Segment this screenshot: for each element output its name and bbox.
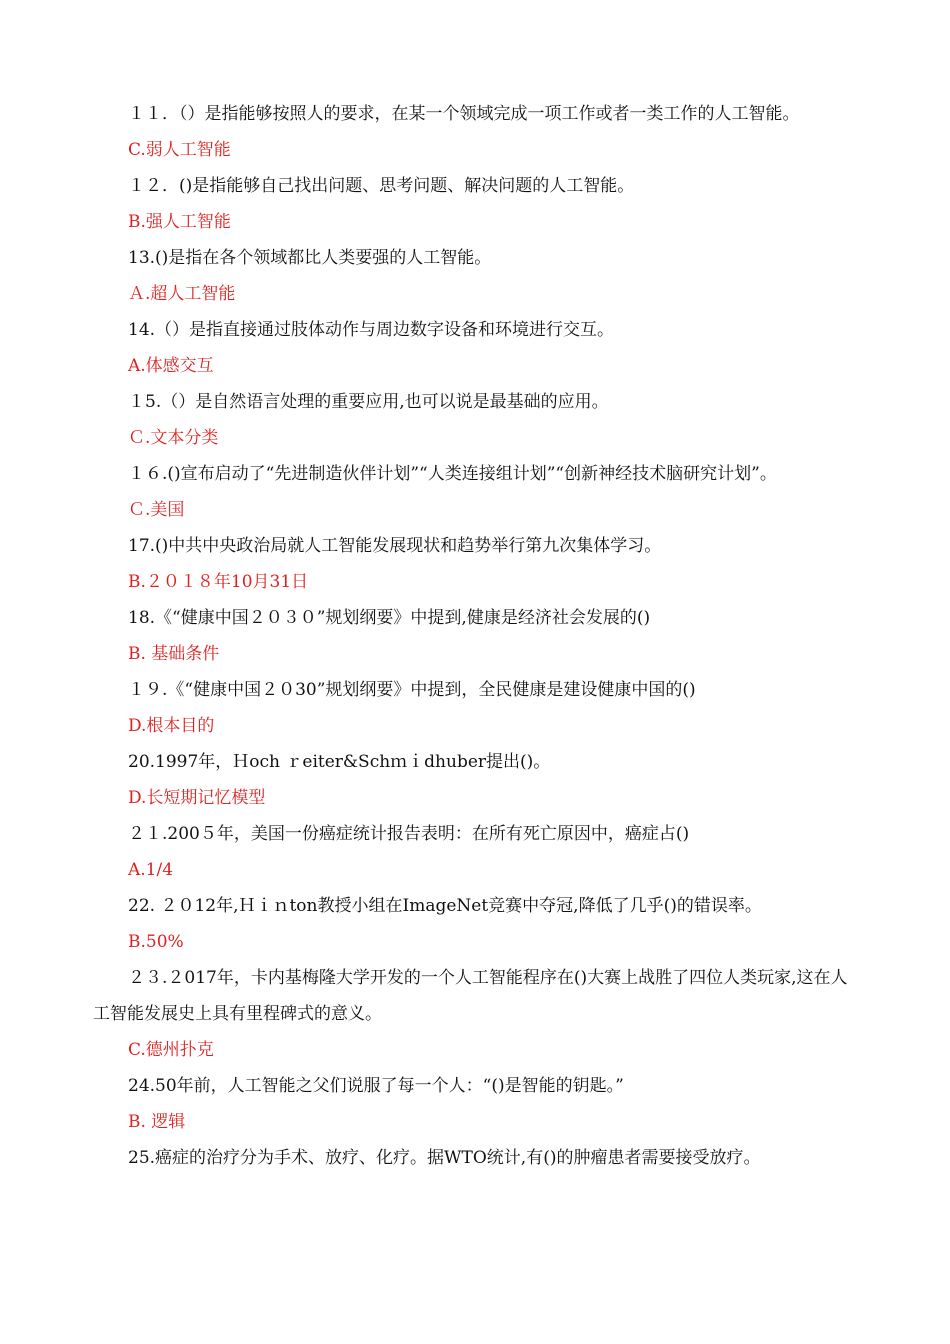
answer-15: Ｃ.文本分类 xyxy=(128,428,219,448)
question-24: 24.50年前，人工智能之父们说服了每一个人：“()是智能的钥匙。” xyxy=(128,1076,624,1096)
answer-12: B.强人工智能 xyxy=(128,212,231,232)
question-23: ２３.２017年，卡内基梅隆大学开发的一个人工智能程序在()大赛上战胜了四位人类玩家,这在人工智能发展史上具有里程碑式的意义。 xyxy=(93,968,848,1024)
answer-19: D.根本目的 xyxy=(128,716,215,736)
answer-23: C.德州扑克 xyxy=(128,1040,214,1060)
question-11: １１．（）是指能够按照人的要求，在某一个领域完成一项工作或者一类工作的人工智能。 xyxy=(128,104,800,124)
question-22: 22. ２０12年,Ｈｉｎton教授小组在ImageNet竞赛中夺冠,降低了几乎()的错误率。 xyxy=(128,896,762,916)
answer-20: D.长短期记忆模型 xyxy=(128,788,266,808)
question-18: 18.《“健康中国２０３０”规划纲要》中提到,健康是经济社会发展的() xyxy=(128,608,651,628)
answer-14: A.体感交互 xyxy=(128,356,214,376)
answer-24: B. 逻辑 xyxy=(128,1112,186,1132)
answer-18: B. 基础条件 xyxy=(128,644,220,664)
question-12: １２．()是指能够自己找出问题、思考问题、解决问题的人工智能。 xyxy=(128,176,635,196)
question-25: 25.癌症的治疗分为手术、放疗、化疗。据WTO统计,有()的肿瘤患者需要接受放疗。 xyxy=(128,1148,761,1168)
answer-21: A.1/4 xyxy=(128,860,174,880)
question-list xyxy=(93,96,863,1176)
question-14: 14.（）是指直接通过肢体动作与周边数字设备和环境进行交互。 xyxy=(128,320,615,340)
question-16: １６.()宣布启动了“先进制造伙伴计划”“人类连接组计划”“创新神经技术脑研究计划”。 xyxy=(128,464,777,484)
question-20: 20.1997年，Ｈoch ｒeiter&Schｍｉdhuber提出()。 xyxy=(128,752,551,772)
answer-11: C.弱人工智能 xyxy=(128,140,231,160)
question-15: １5.（）是自然语言处理的重要应用,也可以说是最基础的应用。 xyxy=(128,392,609,412)
answer-22: B.50% xyxy=(128,932,184,952)
question-17: 17.()中共中央政治局就人工智能发展现状和趋势举行第九次集体学习。 xyxy=(128,536,662,556)
answer-17: B.２０１８年10月31日 xyxy=(128,572,309,592)
question-19: １９.《“健康中国２０30”规划纲要》中提到，全民健康是建设健康中国的() xyxy=(128,680,696,700)
question-13: 13.()是指在各个领域都比人类要强的人工智能。 xyxy=(128,248,492,268)
answer-16: Ｃ.美国 xyxy=(128,500,185,520)
answer-13: Ａ.超人工智能 xyxy=(128,284,236,304)
question-21: ２１.200５年，美国一份癌症统计报告表明：在所有死亡原因中，癌症占() xyxy=(128,824,690,844)
